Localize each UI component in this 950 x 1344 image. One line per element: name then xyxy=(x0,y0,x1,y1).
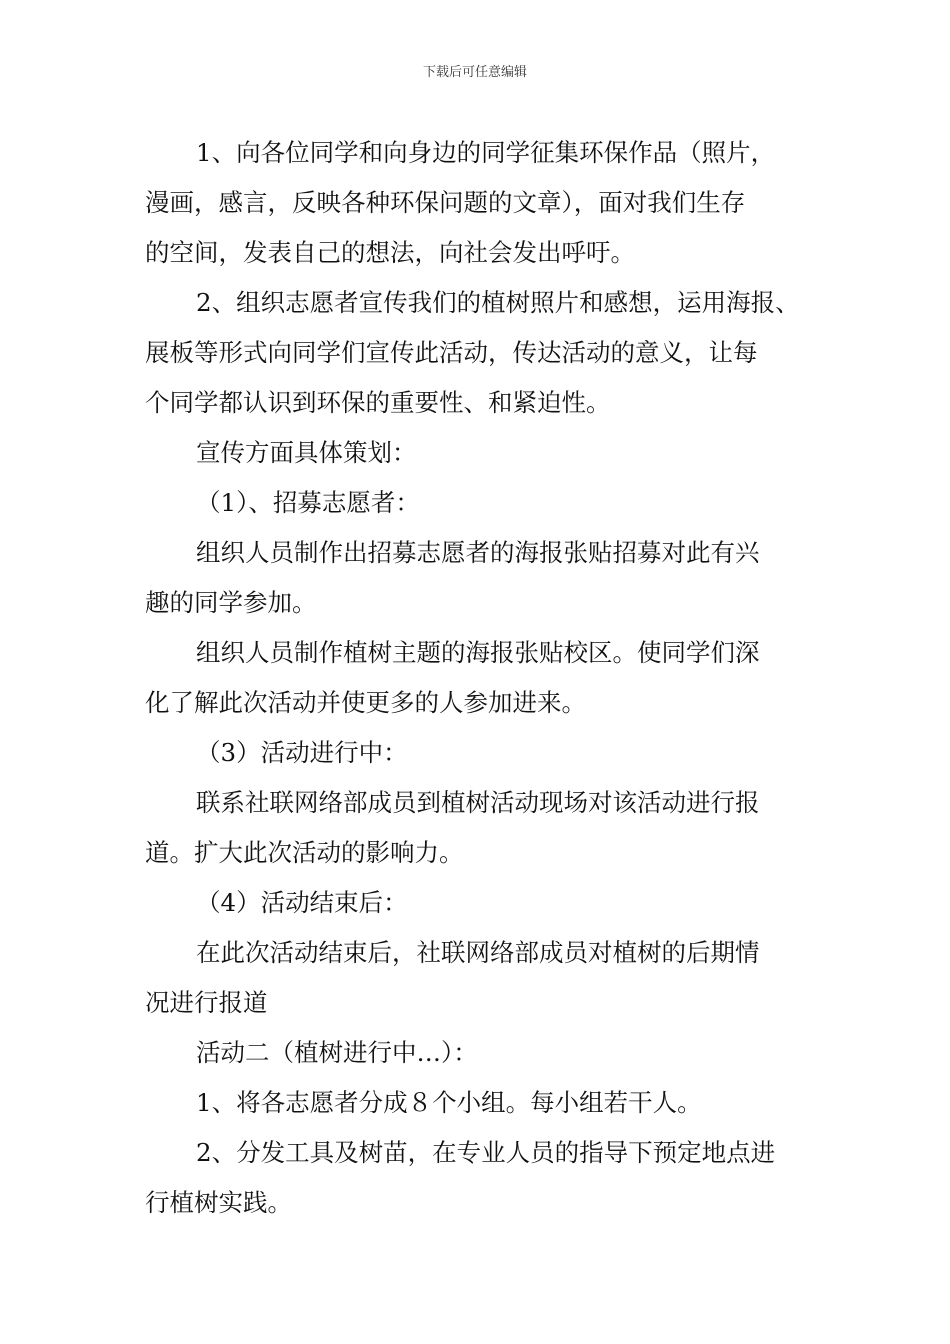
page-header: 下载后可任意编辑 xyxy=(422,65,527,80)
paragraph-collect-works: 1、向各位同学和向身边的同学征集环保作品（照片， 漫画，感言，反映各种环保问题的文章），面对我们生存 的空间，发表自己的想法，向社会发出呼吁。 xyxy=(145,138,776,267)
paragraph-volunteer-promotion: 2、组织志愿者宣传我们的植树照片和感想，运用海报、 展板等形式向同学们宣传此活动，传达活动的意义，让每 个同学都认识到环保的重要性、和紧迫性。 xyxy=(145,288,800,417)
paragraph-theme-poster: 组织人员制作植树主题的海报张贴校区。使同学们深 化了解此次活动并使更多的人参加进来。 xyxy=(145,638,760,717)
heading-promotion-plan: 宣传方面具体策划： xyxy=(196,438,417,467)
subheading-recruit-volunteers: （1）、招募志愿者： xyxy=(196,488,420,517)
heading-activity-two: 活动二（植树进行中…）： xyxy=(196,1038,478,1067)
paragraph-tools-planting: 2、分发工具及树苗，在专业人员的指导下预定地点进 行植树实践。 xyxy=(145,1138,776,1217)
subheading-during-activity: （3）活动进行中： xyxy=(196,738,408,767)
paragraph-onsite-report: 联系社联网络部成员到植树活动现场对该活动进行报 道。扩大此次活动的影响力。 xyxy=(145,788,760,867)
subheading-after-activity: （4）活动结束后： xyxy=(196,888,408,917)
paragraph-groups: 1、将各志愿者分成８个小组。每小组若干人。 xyxy=(196,1088,702,1117)
paragraph-recruit-poster: 组织人员制作出招募志愿者的海报张贴招募对此有兴 趣的同学参加。 xyxy=(145,538,760,617)
document-body xyxy=(145,128,825,1228)
paragraph-followup-report: 在此次活动结束后，社联网络部成员对植树的后期情 况进行报道 xyxy=(145,938,760,1017)
